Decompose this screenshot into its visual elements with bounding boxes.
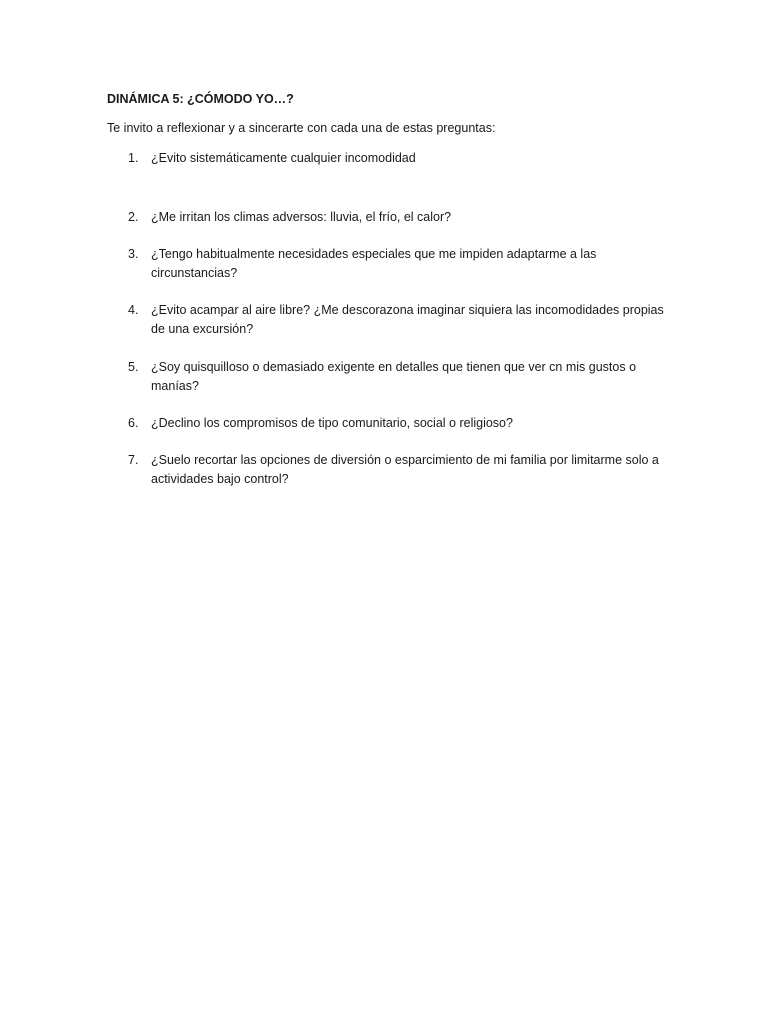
list-item-text: ¿Evito sistemáticamente cualquier incomodidad: [151, 151, 416, 165]
intro-text: Te invito a reflexionar y a sincerarte con cada una de estas preguntas:: [107, 121, 496, 135]
page-title: DINÁMICA 5: ¿CÓMODO YO…?: [107, 92, 294, 106]
list-item-text: ¿Me irritan los climas adversos: lluvia, el frío, el calor?: [151, 210, 452, 224]
list-item-text: ¿Evito acampar al aire libre? ¿Me descorazona imaginar siquiera las incomodidades propias de una excursión?: [151, 303, 664, 336]
list-item-number: 6.: [128, 416, 139, 430]
list-item-number: 4.: [128, 303, 139, 317]
list-item-text: ¿Declino los compromisos de tipo comunitario, social o religioso?: [151, 416, 513, 430]
list-item-number: 7.: [128, 453, 139, 467]
list-item-text: ¿Soy quisquilloso o demasiado exigente en detalles que tienen que ver cn mis gustos o manías?: [151, 360, 637, 393]
list-item-number: 3.: [128, 247, 139, 261]
list-item-number: 5.: [128, 360, 139, 374]
list-item-number: 1.: [128, 151, 139, 165]
list-item-text: ¿Suelo recortar las opciones de diversión o esparcimiento de mi familia por limitarme solo a actividades bajo control?: [151, 453, 659, 486]
list-item-number: 2.: [128, 210, 139, 224]
list-item-text: ¿Tengo habitualmente necesidades especiales que me impiden adaptarme a las circunstancias?: [151, 247, 597, 280]
